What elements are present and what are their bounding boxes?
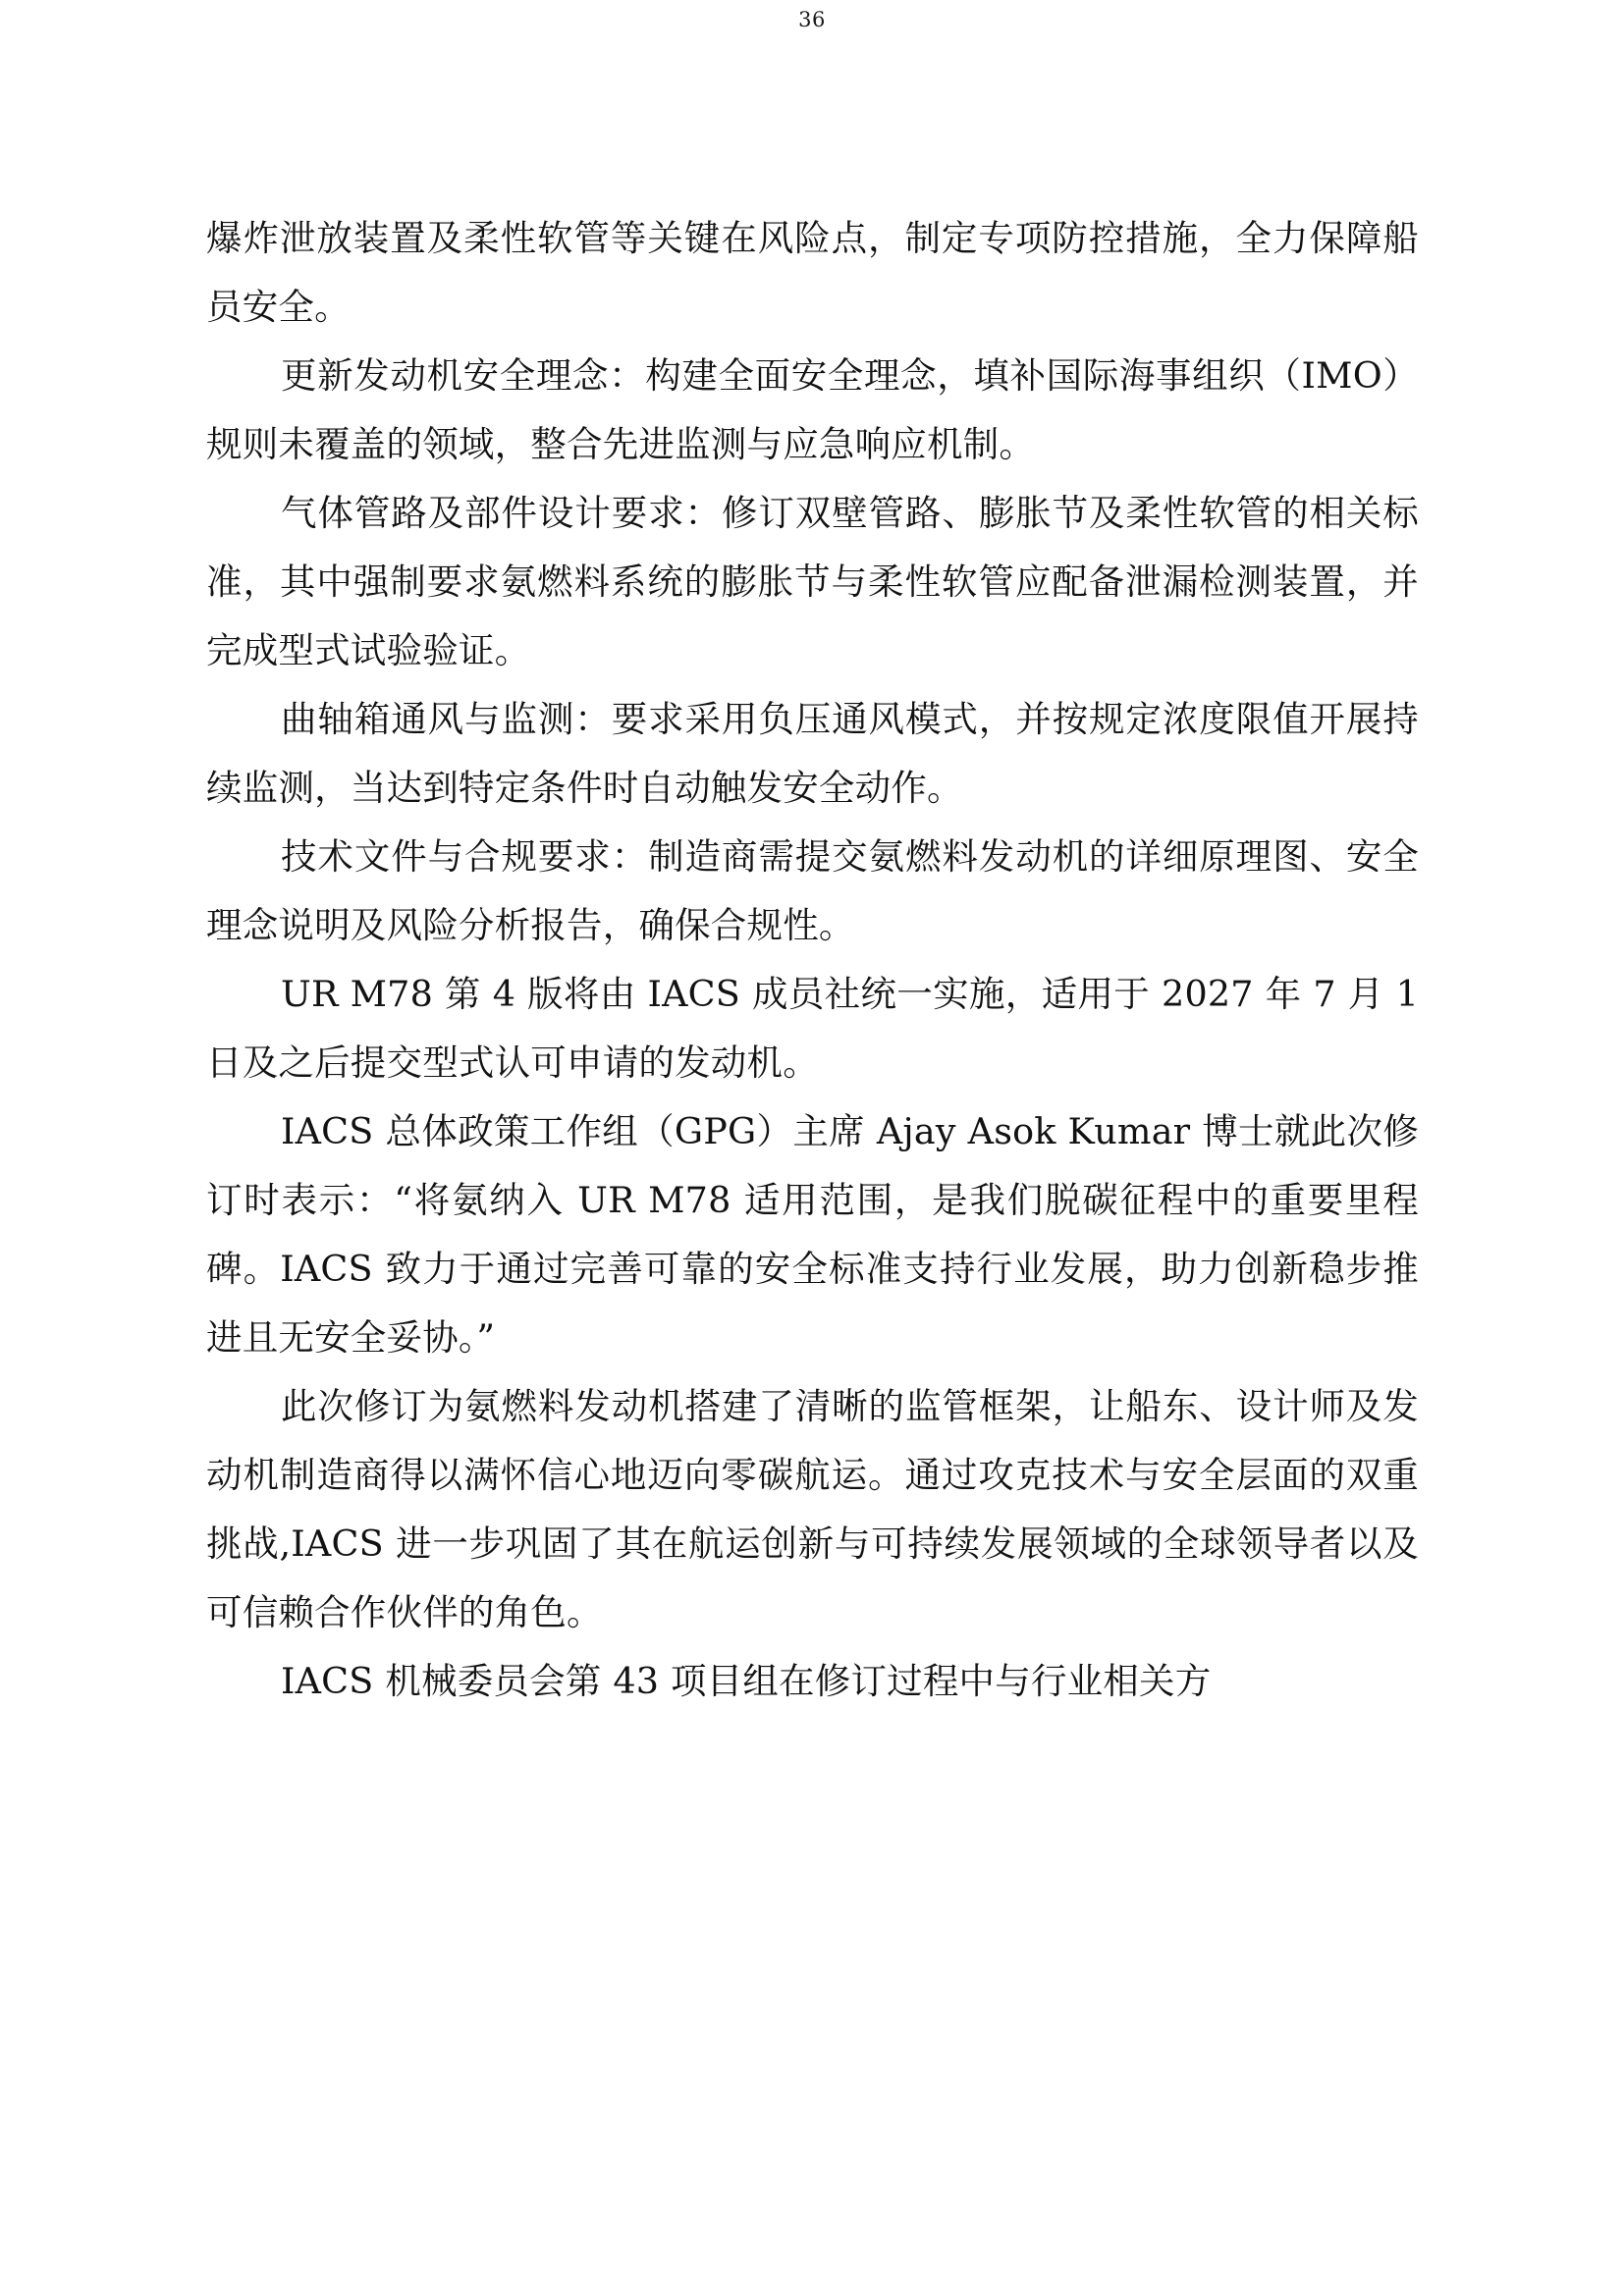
paragraph: IACS 机械委员会第 43 项目组在修订过程中与行业相关方	[281, 1660, 1212, 1702]
paragraph: UR M78 第 4 版将由 IACS 成员社统一实施，适用于 2027 年 7 月 1 日及之后提交型式认可申请的发动机。	[206, 973, 1419, 1084]
paragraph: 技术文件与合规要求：制造商需提交氨燃料发动机的详细原理图、安全理念说明及风险分析报告，确保合规性。	[206, 835, 1419, 946]
paragraph: 曲轴箱通风与监测：要求采用负压通风模式，并按规定浓度限值开展持续监测，当达到特定条件时自动触发安全动作。	[206, 698, 1419, 809]
page-body	[206, 204, 1419, 1716]
paragraph: 气体管路及部件设计要求：修订双壁管路、膨胀节及柔性软管的相关标准，其中强制要求氨燃料系统的膨胀节与柔性软管应配备泄漏检测装置，并完成型式试验验证。	[206, 492, 1419, 671]
paragraph: 爆炸泄放装置及柔性软管等关键在风险点，制定专项防控措施，全力保障船员安全。	[206, 217, 1419, 328]
paragraph: 更新发动机安全理念：构建全面安全理念，填补国际海事组织（IMO）规则未覆盖的领域，整合先进监测与应急响应机制。	[206, 354, 1419, 465]
page-number: 36	[798, 8, 826, 31]
paragraph: IACS 总体政策工作组（GPG）主席 Ajay Asok Kumar 博士就此次修订时表示：“将氨纳入 UR M78 适用范围，是我们脱碳征程中的重要里程碑。IACS 致力于通过完善可靠的安全标准支持行业发展，助力创新稳步推进且无安全妥协。”	[206, 1110, 1419, 1359]
paragraph: 此次修订为氨燃料发动机搭建了清晰的监管框架，让船东、设计师及发动机制造商得以满怀信心地迈向零碳航运。通过攻克技术与安全层面的双重挑战,IACS 进一步巩固了其在航运创新与可持续发展领域的全球领导者以及可信赖合作伙伴的角色。	[206, 1385, 1419, 1633]
